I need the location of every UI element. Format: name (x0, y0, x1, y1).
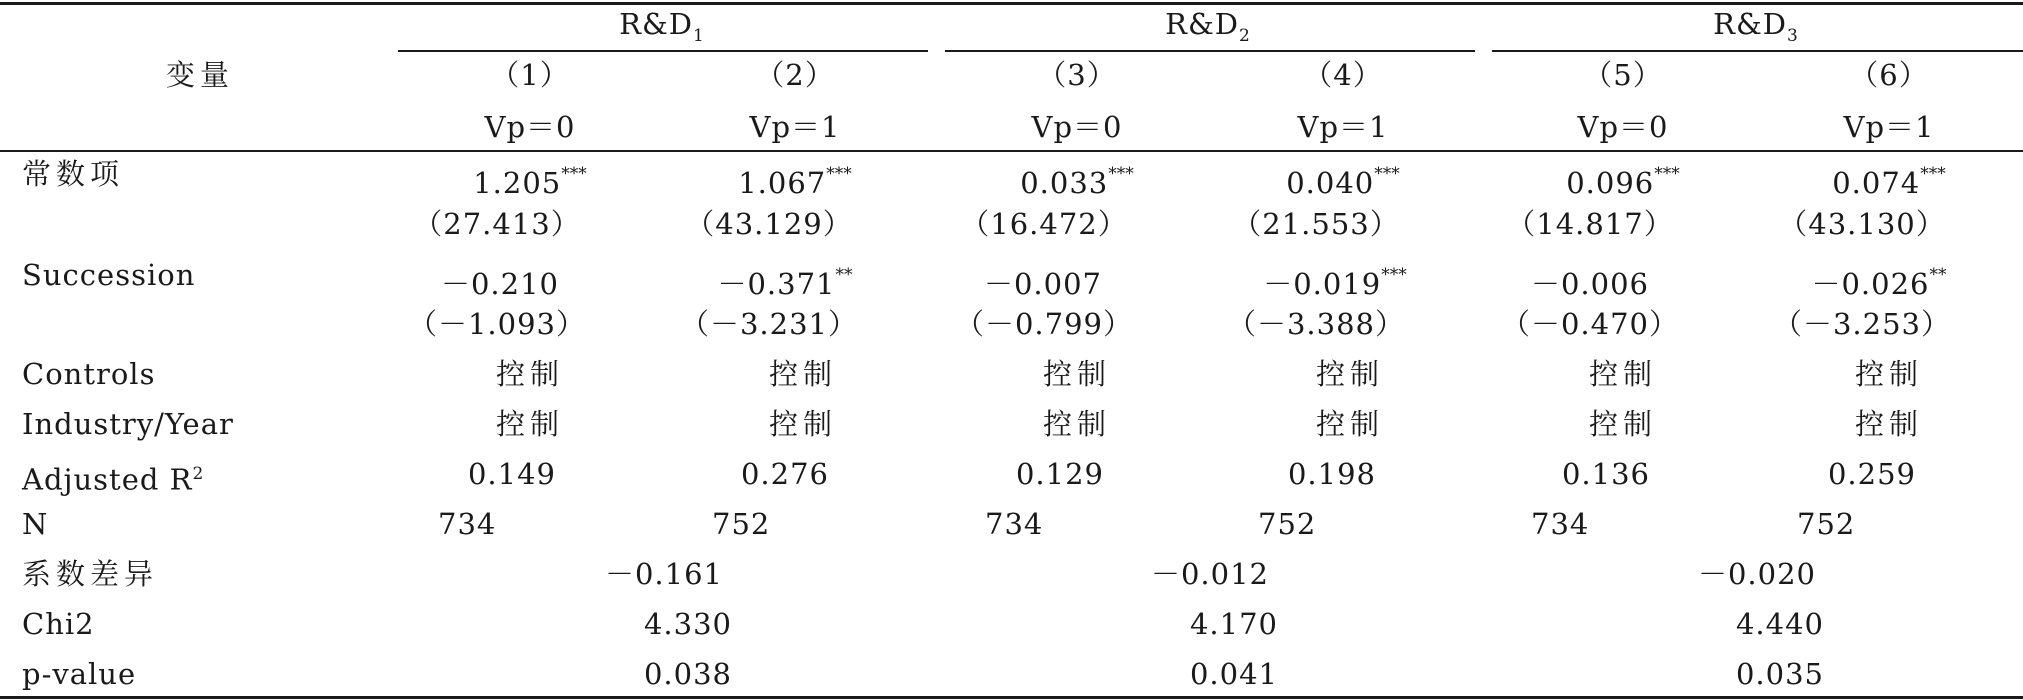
vp-label: Vp＝1 (749, 110, 841, 144)
control-cell: 控制 (1042, 357, 1112, 391)
coef-cell: 0.074*** (1832, 164, 1946, 200)
n-cell: 734 (985, 507, 1044, 541)
vp-label: Vp＝0 (1031, 110, 1123, 144)
control-cell: 控制 (495, 357, 565, 391)
control-cell: 控制 (1042, 407, 1112, 441)
n-cell: 734 (1531, 507, 1590, 541)
control-cell: 控制 (1588, 407, 1658, 441)
control-cell: 控制 (495, 407, 565, 441)
group-header-1: $R\&D_1$ (619, 7, 705, 46)
diff-cell: －0.161 (604, 557, 724, 591)
r2-cell: 0.129 (1015, 457, 1105, 491)
row-label-coef-diff: 系数差异 (22, 557, 159, 591)
r2-cell: 0.136 (1561, 457, 1651, 491)
pvalue-cell: 0.041 (1189, 657, 1279, 691)
control-cell: 控制 (1315, 407, 1385, 441)
group-header-2: $R\&D_2$ (1165, 7, 1251, 46)
column-number: （6） (1849, 58, 1929, 92)
row-label-industry-year: Industry/Year (22, 407, 234, 441)
coef-cell: －0.371** (717, 265, 853, 301)
vp-label: Vp＝1 (1297, 110, 1389, 144)
group-header-3: $R\&D_3$ (1713, 7, 1799, 46)
column-number: （1） (490, 58, 570, 92)
chi2-cell: 4.440 (1735, 607, 1825, 641)
row-label-adjusted-r2: Adjusted $R^2$ (22, 462, 205, 497)
control-cell: 控制 (1854, 357, 1924, 391)
control-cell: 控制 (768, 357, 838, 391)
tstat-cell: （43.129） (685, 207, 853, 241)
coef-cell: －0.006 (1530, 267, 1650, 301)
tstat-cell: （14.817） (1506, 207, 1674, 241)
vp-label: Vp＝0 (1577, 110, 1669, 144)
tstat-cell: （－3.231） (679, 307, 859, 341)
tstat-cell: （－0.470） (1500, 307, 1680, 341)
n-cell: 752 (1797, 507, 1856, 541)
chi2-cell: 4.170 (1189, 607, 1279, 641)
r2-cell: 0.198 (1287, 457, 1377, 491)
vp-label: Vp＝1 (1843, 110, 1935, 144)
tstat-cell: （27.413） (413, 207, 581, 241)
coef-cell: 1.205*** (473, 164, 587, 200)
header-bottom-rule (0, 150, 2023, 152)
column-number: （5） (1583, 58, 1663, 92)
pvalue-cell: 0.038 (643, 657, 733, 691)
tstat-cell: （21.553） (1232, 207, 1400, 241)
row-label-controls: Controls (22, 357, 156, 391)
coef-cell: －0.007 (983, 267, 1103, 301)
diff-cell: －0.020 (1697, 557, 1817, 591)
coef-cell: 0.033*** (1020, 164, 1134, 200)
row-label-constant: 常数项 (22, 157, 125, 191)
diff-cell: －0.012 (1150, 557, 1270, 591)
tstat-cell: （－0.799） (954, 307, 1134, 341)
control-cell: 控制 (768, 407, 838, 441)
r2-cell: 0.259 (1827, 457, 1917, 491)
control-cell: 控制 (1854, 407, 1924, 441)
tstat-cell: （43.130） (1778, 207, 1946, 241)
tstat-cell: （－1.093） (407, 307, 587, 341)
control-cell: 控制 (1315, 357, 1385, 391)
top-rule (0, 2, 2023, 5)
column-number: （3） (1037, 58, 1117, 92)
coef-cell: －0.019*** (1263, 265, 1407, 301)
n-cell: 752 (712, 507, 771, 541)
vp-label: Vp＝0 (484, 110, 576, 144)
tstat-cell: （－3.253） (1772, 307, 1952, 341)
variable-header: 变量 (165, 58, 235, 92)
row-label-n: N (22, 507, 49, 541)
n-cell: 752 (1258, 507, 1317, 541)
row-label-succession: Succession (22, 258, 196, 292)
tstat-cell: （16.472） (960, 207, 1128, 241)
bottom-rule (0, 696, 2023, 699)
coef-cell: 0.096*** (1566, 164, 1680, 200)
coef-cell: －0.026** (1811, 265, 1947, 301)
row-label-pvalue: p-value (22, 657, 137, 691)
column-number: （2） (755, 58, 835, 92)
coef-cell: －0.210 (440, 267, 560, 301)
coef-cell: 0.040*** (1286, 164, 1400, 200)
r2-cell: 0.149 (467, 457, 557, 491)
coef-cell: 1.067*** (738, 164, 852, 200)
row-label-chi2: Chi2 (22, 607, 95, 641)
chi2-cell: 4.330 (643, 607, 733, 641)
column-number: （4） (1303, 58, 1383, 92)
pvalue-cell: 0.035 (1735, 657, 1825, 691)
tstat-cell: （－3.388） (1226, 307, 1406, 341)
r2-cell: 0.276 (740, 457, 830, 491)
control-cell: 控制 (1588, 357, 1658, 391)
n-cell: 734 (438, 507, 497, 541)
